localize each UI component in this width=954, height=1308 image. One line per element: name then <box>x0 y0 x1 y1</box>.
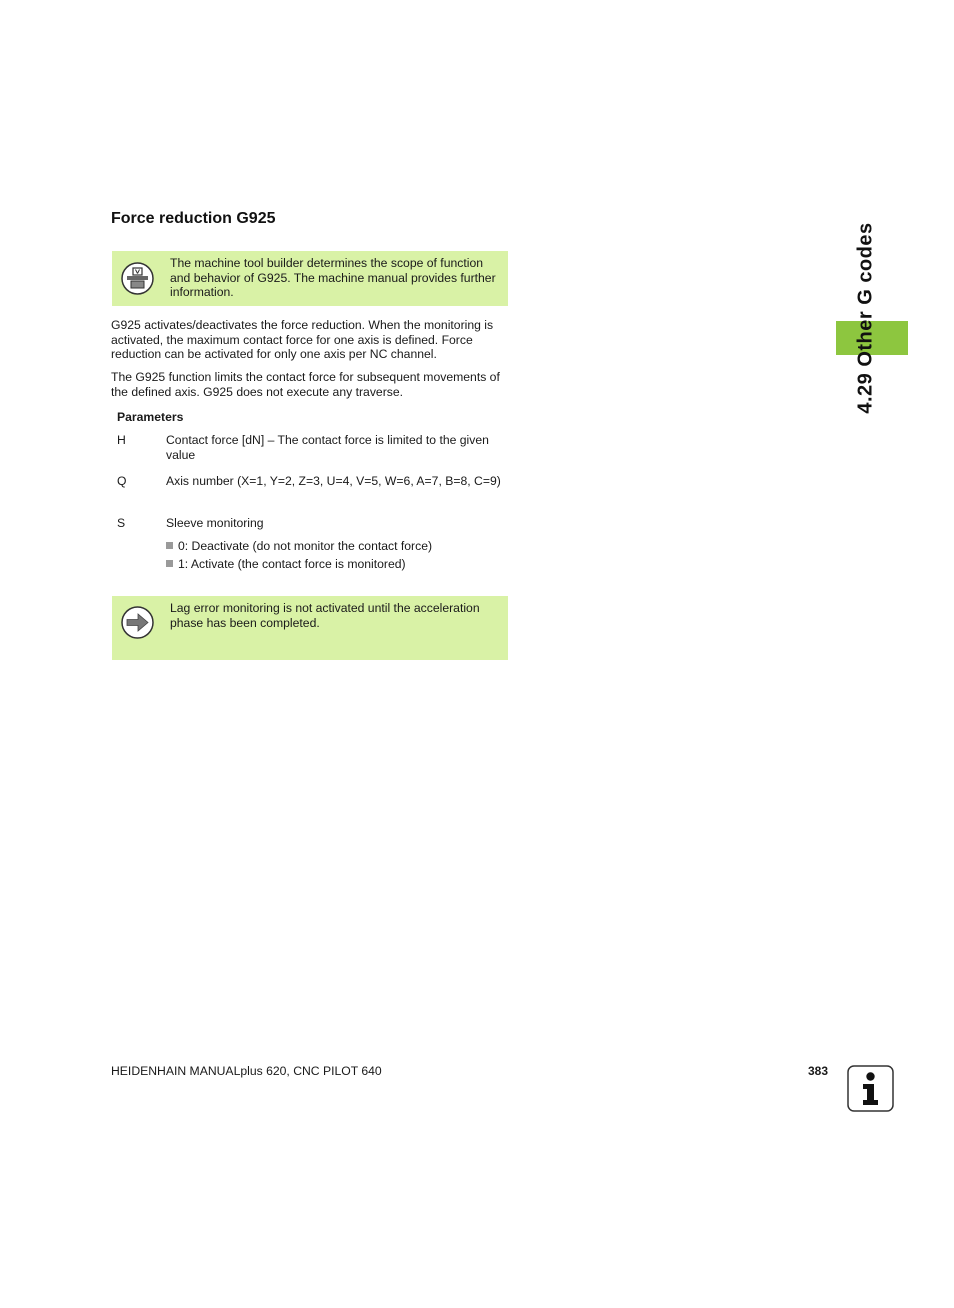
footer-manual-title: HEIDENHAIN MANUALplus 620, CNC PILOT 640 <box>111 1064 382 1078</box>
parameters-title: Parameters <box>117 410 184 424</box>
param-desc-h: Contact force [dN] – The contact force is limited to the given value <box>166 433 489 462</box>
machine-note <box>112 251 508 306</box>
paragraph: The G925 function limits the contact force for subsequent movements of the defined axis. G925 does not execute any traverse. <box>111 370 500 399</box>
section-heading: Force reduction G925 <box>111 210 276 227</box>
machine-tool-icon <box>121 262 154 295</box>
page-number: 383 <box>808 1064 829 1078</box>
bullet-square-icon <box>166 560 173 567</box>
param-desc-s: Sleeve monitoring <box>166 516 264 530</box>
machine-note-text: The machine tool builder determines the scope of function and behavior of G925. The machine manual provides further information. <box>170 256 496 299</box>
param-key-q: Q <box>117 474 127 488</box>
arrow-right-icon <box>121 606 154 639</box>
param-key-h: H <box>117 433 126 447</box>
bullet-square-icon <box>166 542 173 549</box>
param-key-s: S <box>117 516 126 530</box>
list-item <box>166 557 406 572</box>
list-item <box>166 539 432 554</box>
tip-note-text: Lag error monitoring is not activated until the acceleration phase has been completed. <box>170 601 480 630</box>
list-item-text: 1: Activate (the contact force is monitored) <box>178 557 406 571</box>
list-item-text: 0: Deactivate (do not monitor the contact force) <box>178 539 433 553</box>
info-icon <box>847 1065 894 1112</box>
param-desc-q: Axis number (X=1, Y=2, Z=3, U=4, V=5, W=6, A=7, B=8, C=9) <box>166 474 501 488</box>
tip-note <box>112 596 508 660</box>
paragraph: G925 activates/deactivates the force reduction. When the monitoring is activated, the maximum contact force for one axis is defined. Force reduction can be activated for only one axis per NC channel. <box>111 318 494 361</box>
chapter-side-title-text: 4.29 Other G codes <box>854 222 877 414</box>
